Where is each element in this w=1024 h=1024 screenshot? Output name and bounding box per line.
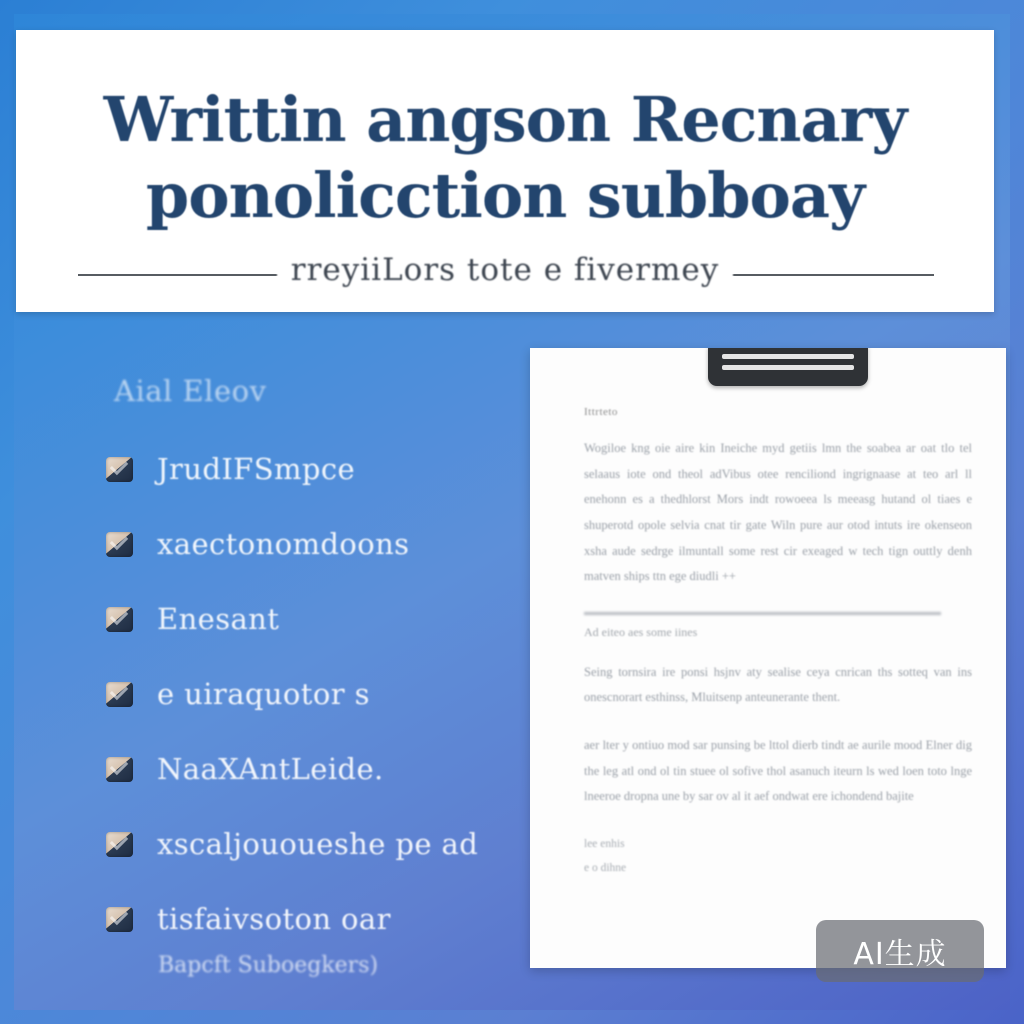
checkbox-icon[interactable] [106,457,133,482]
list-item[interactable] [106,902,536,936]
ai-watermark-text: AI生成 [853,937,947,972]
list-item[interactable] [106,677,536,711]
list-item-label: Enesant [157,602,280,636]
ai-watermark [816,920,984,982]
checkbox-icon[interactable] [106,607,133,632]
checklist [106,374,536,978]
checkbox-icon[interactable] [106,757,133,782]
document-subcaption: Ad eiteo aes some iines [584,624,698,639]
list-item[interactable] [106,602,536,636]
checkbox-icon[interactable] [106,532,133,557]
page-title [16,82,994,233]
list-item-label: xaectonomdoons [157,527,410,561]
checkbox-icon[interactable] [106,907,133,932]
document-footer-line: lee enhis [584,837,625,850]
document-divider [584,612,941,615]
poster-canvas [14,14,1010,1010]
page-title-line-1: Writtin angson Recnary [103,83,907,156]
document-paragraph: Seing tornsira ire ponsi hsjnv aty sealise ceya cnrican ths sotteq van ins onescnorart esthinss, Mluitsenp anteunerante thent. [584,664,972,705]
checkbox-icon[interactable] [106,682,133,707]
page-title-line-2: ponolicction subboay [145,158,865,232]
list-item-label: NaaXAntLeide. [157,752,384,786]
page-subtitle [16,252,994,288]
document-paragraph: Wogiloe kng oie aire kin Ineiche myd getiis lmn the soabea ar oat tlo tel selaaus iote ond theol adVibus otee renciliond ingrignaase at teo arl ll enehonn es a thedhlorst Mors indt rowoeea ls meeasg hutand ol tiaes e shuperotd opole selvia cnat tir gate Wiln pure aur otod intuts ire okenseon xsha aude sedrge ilmuntall some rest cir exeaged w tech tign outtly denh matven ships ttn ege diudli ++ [584,441,972,584]
paper-clip-icon [708,348,868,386]
list-item-label: JrudIFSmpce [157,452,356,486]
list-item[interactable] [106,752,536,786]
checklist-note: Bapcft Suboegkers) [158,953,379,978]
list-item-label: e uiraquotor s [157,677,370,711]
checkbox-icon[interactable] [106,832,133,857]
list-item-label: tisfaivsoton oar [157,902,391,936]
page-subtitle-text: rreyiiLors tote e fivermey [277,252,733,288]
document-page [530,348,1006,968]
title-banner [16,30,994,312]
document-paragraph: aer lter y ontiuo mod sar punsing be lttol dierb tindt ae aurile mood Elner dig the leg atl ond ol tin stuee ol sofive thol asanuch iteurn ls wed loen toto lnge lneeroe dropna une by sar ov al it aef ondwat ere ichondend bajite [584,738,972,804]
list-item-label: xscaljououeshe pe ad [157,827,479,861]
list-item[interactable] [106,452,536,486]
document-footer-line: e o dihne [584,862,627,875]
list-item[interactable] [106,827,536,861]
checklist-heading: Aial Eleov [114,374,267,408]
list-item[interactable] [106,527,536,561]
document-label: Ittrteto [584,406,618,418]
document-body [584,406,972,880]
